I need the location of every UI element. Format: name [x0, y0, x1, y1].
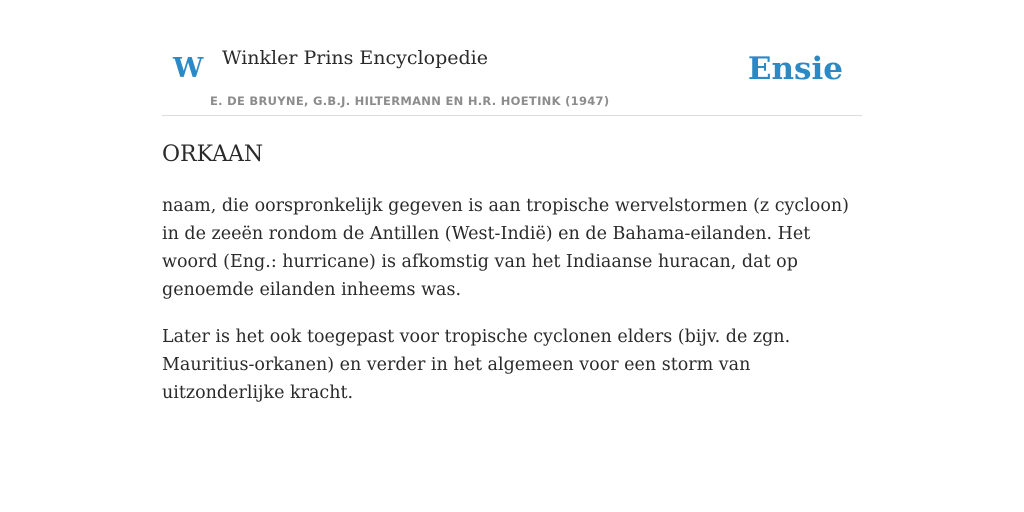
entry-paragraph: naam, die oorspronkelijk gegeven is aan tropische wervelstormen (z cycloon) in de zeeën rondom de Antillen (West-Indië) en de Bahama-eilanden. Het woord (Eng.: hurricane) is afkomstig van het Indiaanse huracan, dat op genoemde eilanden inheems was.	[162, 196, 849, 300]
ensie-logo-link[interactable]: Ensie	[747, 51, 843, 87]
site-header	[162, 0, 862, 116]
winkler-prins-logo[interactable]: W	[173, 53, 204, 84]
entry-body	[162, 192, 862, 426]
encyclopedia-title-link[interactable]: Winkler Prins Encyclopedie	[222, 47, 488, 69]
encyclopedia-authors: E. DE BRUYNE, G.B.J. HILTERMANN EN H.R. HOETINK (1947)	[210, 94, 610, 108]
entry-paragraph: Later is het ook toegepast voor tropische cyclonen elders (bijv. de zgn. Mauritius-orkanen) en verder in het algemeen voor een storm van uitzonderlijke kracht.	[162, 327, 791, 403]
entry-title: ORKAAN	[162, 142, 264, 167]
